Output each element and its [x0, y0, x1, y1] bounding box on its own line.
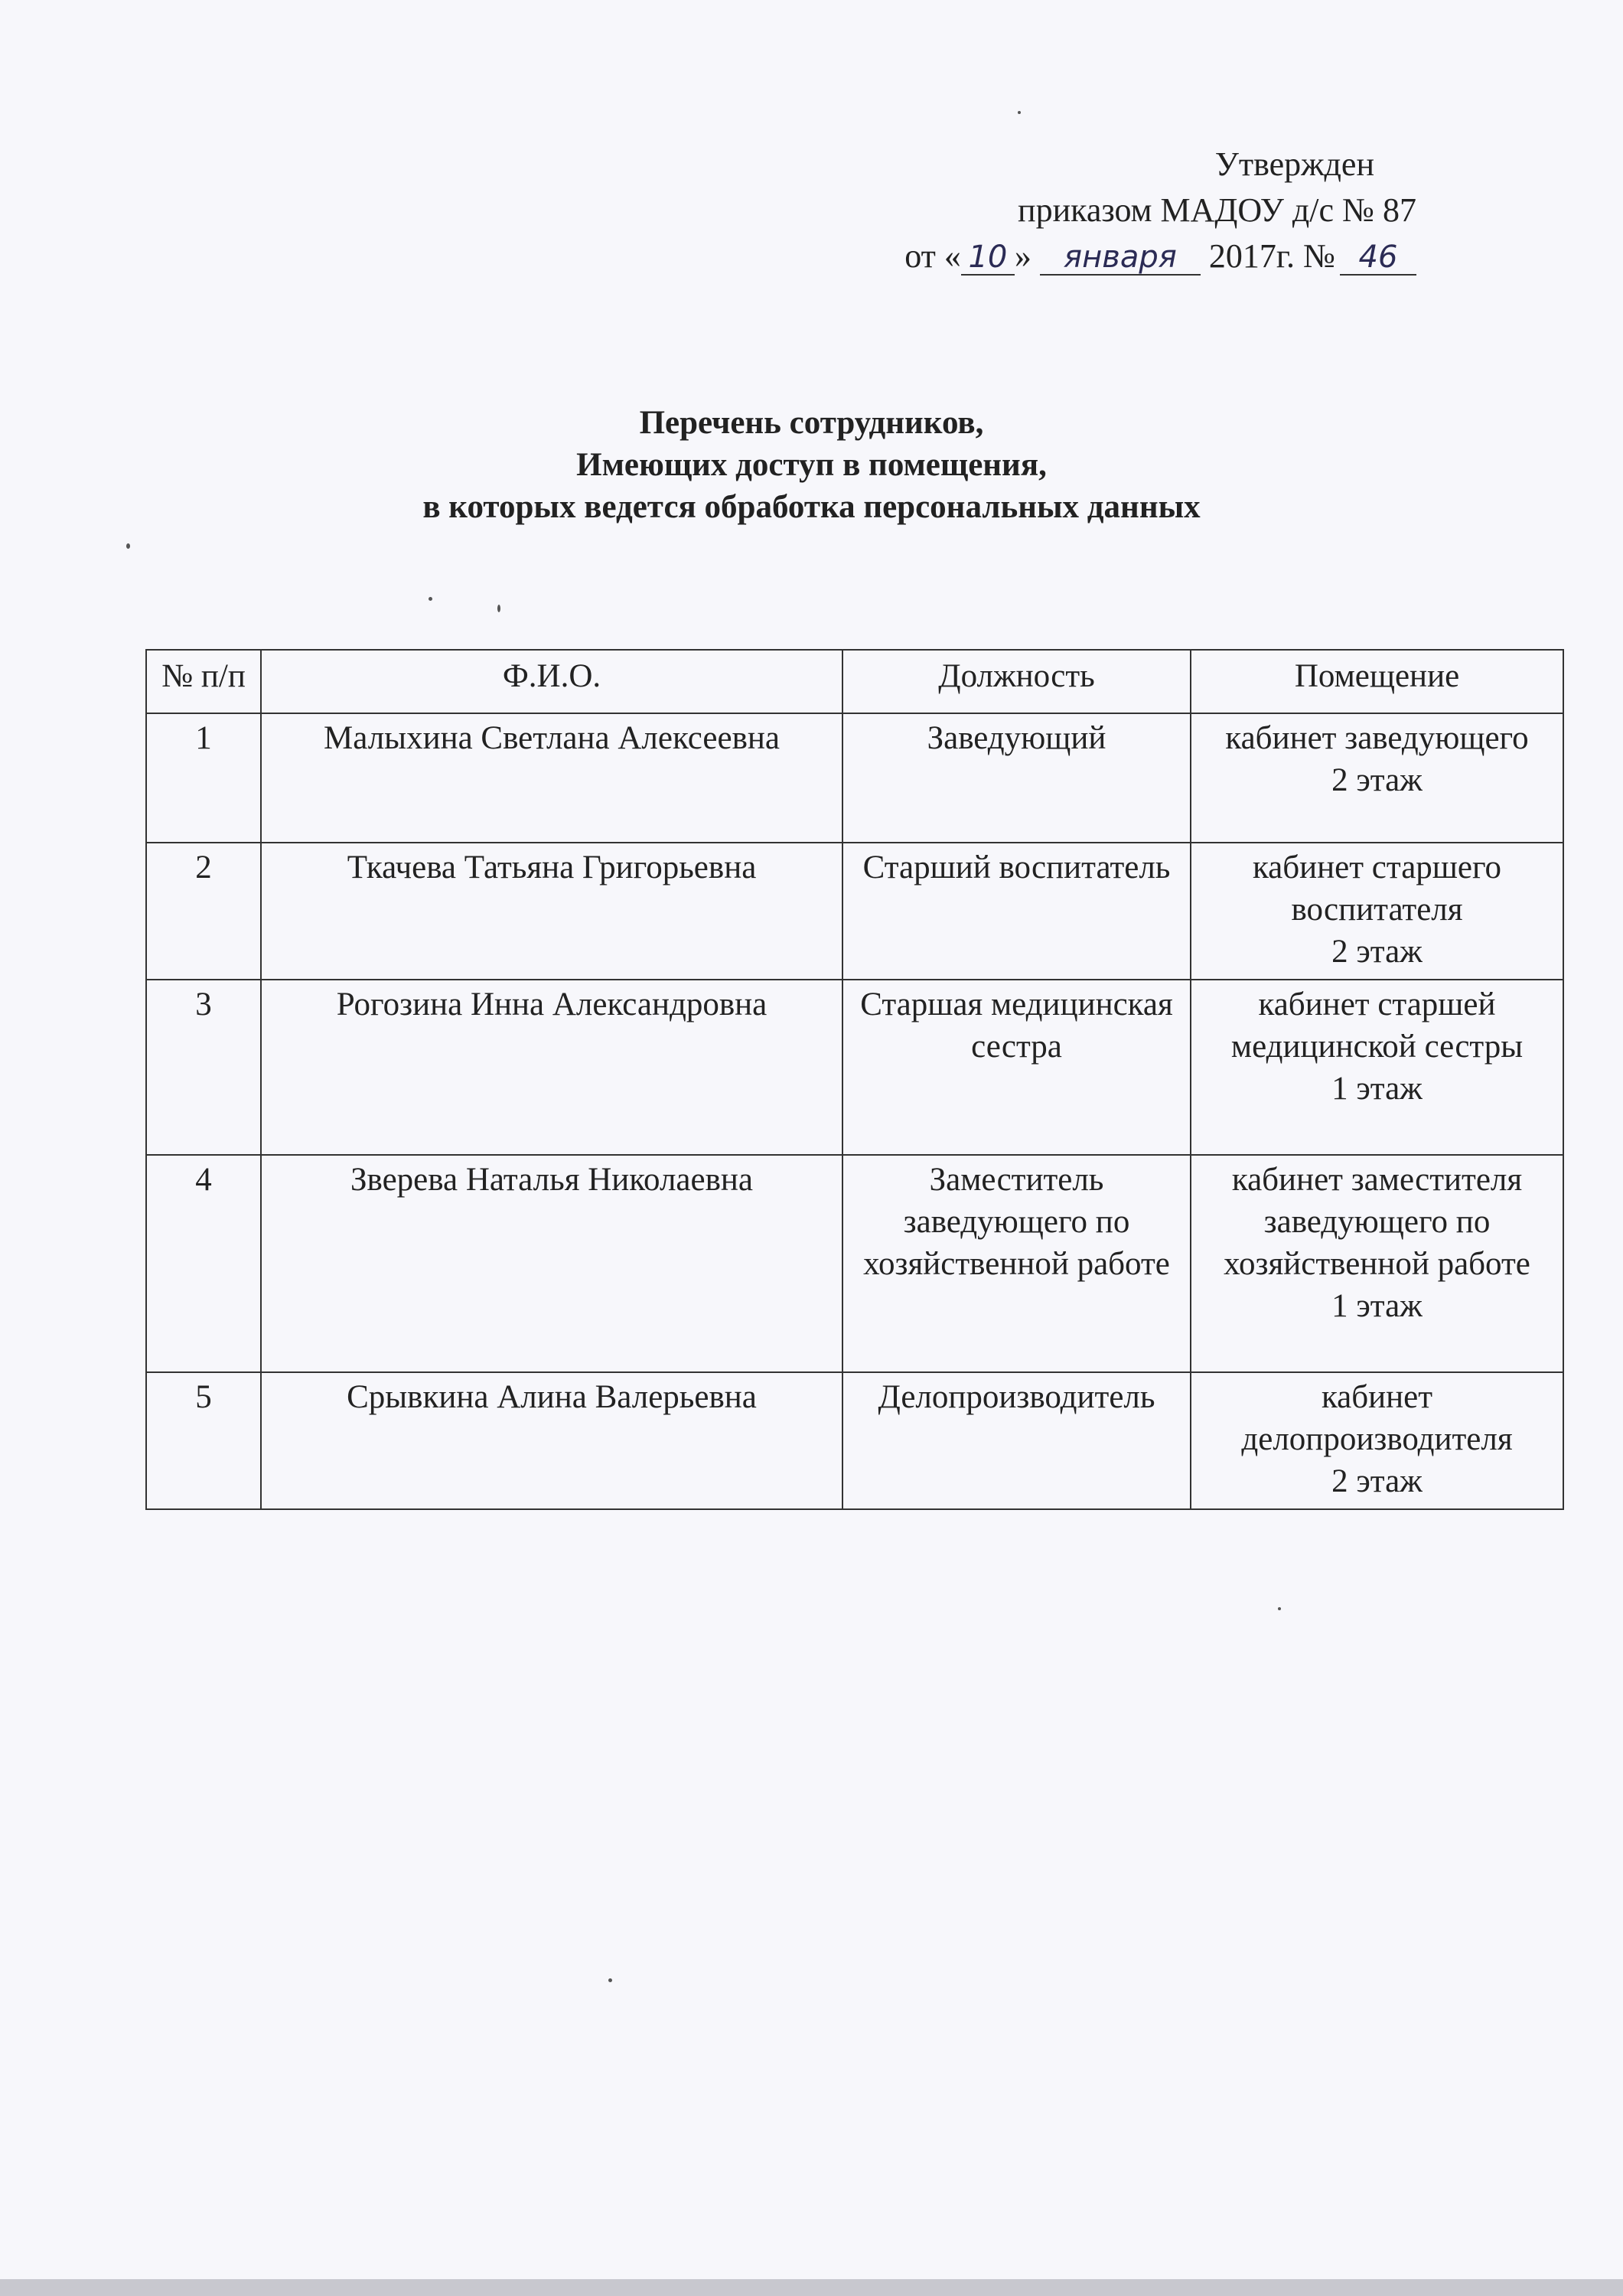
scan-speck	[126, 543, 130, 549]
handwritten-month: января	[1040, 240, 1201, 276]
header-room: Помещение	[1191, 650, 1563, 713]
table-header-row	[146, 650, 1563, 713]
room-floor: 2 этаж	[1331, 762, 1423, 798]
cell-name: Ткачева Татьяна Григорьевна	[261, 843, 842, 980]
room-name: кабинет старшего воспитателя	[1252, 850, 1502, 928]
date-mid: »	[1014, 237, 1031, 275]
room-floor: 2 этаж	[1331, 934, 1423, 970]
document-title	[0, 402, 1623, 528]
table-row	[146, 1155, 1563, 1372]
cell-name: Малыхина Светлана Алексеевна	[261, 713, 842, 843]
table-row	[146, 980, 1563, 1155]
approval-title: Утвержден	[1214, 145, 1374, 183]
cell-room	[1191, 980, 1563, 1155]
cell-name: Срывкина Алина Валерьевна	[261, 1372, 842, 1509]
cell-position: Старшая медицинская сестра	[842, 980, 1191, 1155]
cell-number: 1	[146, 713, 261, 843]
scan-speck	[1018, 111, 1021, 114]
date-year: 2017г. №	[1208, 237, 1335, 275]
approval-block	[904, 142, 1416, 279]
cell-position: Заместитель заведующего по хозяйственной работе	[842, 1155, 1191, 1372]
room-name: кабинет делопроизводителя	[1241, 1379, 1513, 1457]
title-line-3: в которых ведется обработка персональных данных	[422, 489, 1201, 525]
employee-access-table	[145, 649, 1564, 1510]
cell-room	[1191, 843, 1563, 980]
room-floor: 1 этаж	[1331, 1071, 1423, 1107]
cell-name: Зверева Наталья Николаевна	[261, 1155, 842, 1372]
handwritten-order-number: 46	[1340, 240, 1416, 276]
cell-room	[1191, 713, 1563, 843]
cell-number: 4	[146, 1155, 261, 1372]
scan-speck	[497, 605, 500, 612]
room-name: кабинет старшей медицинской сестры	[1230, 987, 1524, 1065]
cell-number: 2	[146, 843, 261, 980]
header-name: Ф.И.О.	[261, 650, 842, 713]
table-row	[146, 713, 1563, 843]
scan-speck	[1278, 1607, 1281, 1610]
handwritten-day: 10	[961, 240, 1015, 276]
cell-name: Рогозина Инна Александровна	[261, 980, 842, 1155]
room-name: кабинет заведующего	[1225, 720, 1529, 756]
room-name: кабинет заместителя заведующего по хозяйственной работе	[1224, 1162, 1530, 1282]
cell-position: Старший воспитатель	[842, 843, 1191, 980]
title-line-1: Перечень сотрудников,	[639, 405, 984, 441]
room-floor: 2 этаж	[1331, 1463, 1423, 1499]
approval-date-line	[904, 233, 1416, 279]
cell-room	[1191, 1372, 1563, 1509]
scan-speck	[429, 597, 432, 601]
date-prefix: от «	[904, 237, 961, 275]
approval-order: приказом МАДОУ д/с № 87	[1018, 191, 1416, 229]
cell-room	[1191, 1155, 1563, 1372]
header-number: № п/п	[146, 650, 261, 713]
scan-speck	[608, 1978, 612, 1982]
cell-position: Делопроизводитель	[842, 1372, 1191, 1509]
table-row	[146, 1372, 1563, 1509]
cell-number: 5	[146, 1372, 261, 1509]
scan-edge	[0, 2279, 1623, 2296]
title-line-2: Имеющих доступ в помещения,	[576, 447, 1047, 483]
header-position: Должность	[842, 650, 1191, 713]
cell-position: Заведующий	[842, 713, 1191, 843]
table-row	[146, 843, 1563, 980]
room-floor: 1 этаж	[1331, 1288, 1423, 1324]
cell-number: 3	[146, 980, 261, 1155]
